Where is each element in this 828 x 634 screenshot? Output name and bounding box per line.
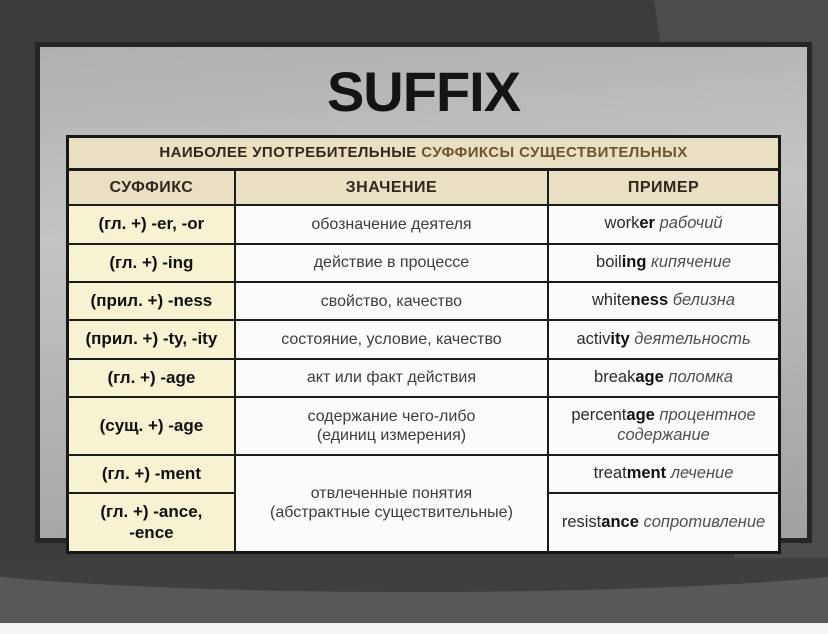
table-row-ing — [68, 244, 780, 282]
table-row-age-verb — [68, 359, 780, 397]
meaning-cell: состояние, условие, качество — [235, 320, 548, 358]
meaning-cell-shared: отвлеченные понятия (абстрактные существительные) — [235, 455, 548, 553]
suffix-cell: (гл. +) -er, -or — [68, 205, 235, 243]
example-cell: activity деятельность — [548, 320, 779, 358]
meaning-cell: обозначение деятеля — [235, 205, 548, 243]
column-header-example: ПРИМЕР — [548, 170, 779, 206]
example-cell: worker рабочий — [548, 205, 779, 243]
suffix-cell: (прил. +) -ty, -ity — [68, 320, 235, 358]
meaning-cell: действие в процессе — [235, 244, 548, 282]
caption-part2: СУФФИКСЫ СУЩЕСТВИТЕЛЬНЫХ — [421, 144, 688, 161]
column-header-meaning: ЗНАЧЕНИЕ — [235, 170, 548, 206]
column-header-suffix: СУФФИКС — [68, 170, 235, 206]
meaning-cell: содержание чего-либо (единиц измерения) — [235, 397, 548, 455]
table-row-age-noun — [68, 397, 780, 455]
backdrop-bottom-strip — [0, 623, 828, 634]
example-cell: resistance сопротивление — [548, 493, 779, 552]
table-caption — [68, 137, 780, 170]
table-row-ness — [68, 282, 780, 320]
suffix-cell: (сущ. +) -age — [68, 397, 235, 455]
header-row — [68, 170, 780, 206]
example-cell: treatment лечение — [548, 455, 779, 493]
meaning-cell: свойство, качество — [235, 282, 548, 320]
example-cell: percentage процентное содержание — [548, 397, 779, 455]
meaning-cell: акт или факт действия — [235, 359, 548, 397]
suffix-cell: (гл. +) -ance, -ence — [68, 493, 235, 552]
example-cell: whiteness белизна — [548, 282, 779, 320]
table-row-er-or — [68, 205, 780, 243]
suffix-cell: (гл. +) -ment — [68, 455, 235, 493]
example-cell: breakage поломка — [548, 359, 779, 397]
suffix-cell: (прил. +) -ness — [68, 282, 235, 320]
slide-card — [35, 42, 812, 543]
slide-title: SUFFIX — [326, 59, 521, 123]
table-row-ty-ity — [68, 320, 780, 358]
table-row-ment — [68, 455, 780, 493]
suffix-table — [66, 135, 781, 554]
example-cell: boiling кипячение — [548, 244, 779, 282]
caption-part1: НАИБОЛЕЕ УПОТРЕБИТЕЛЬНЫЕ — [159, 144, 417, 161]
suffix-cell: (гл. +) -age — [68, 359, 235, 397]
suffix-cell: (гл. +) -ing — [68, 244, 235, 282]
banner-row — [68, 137, 780, 170]
